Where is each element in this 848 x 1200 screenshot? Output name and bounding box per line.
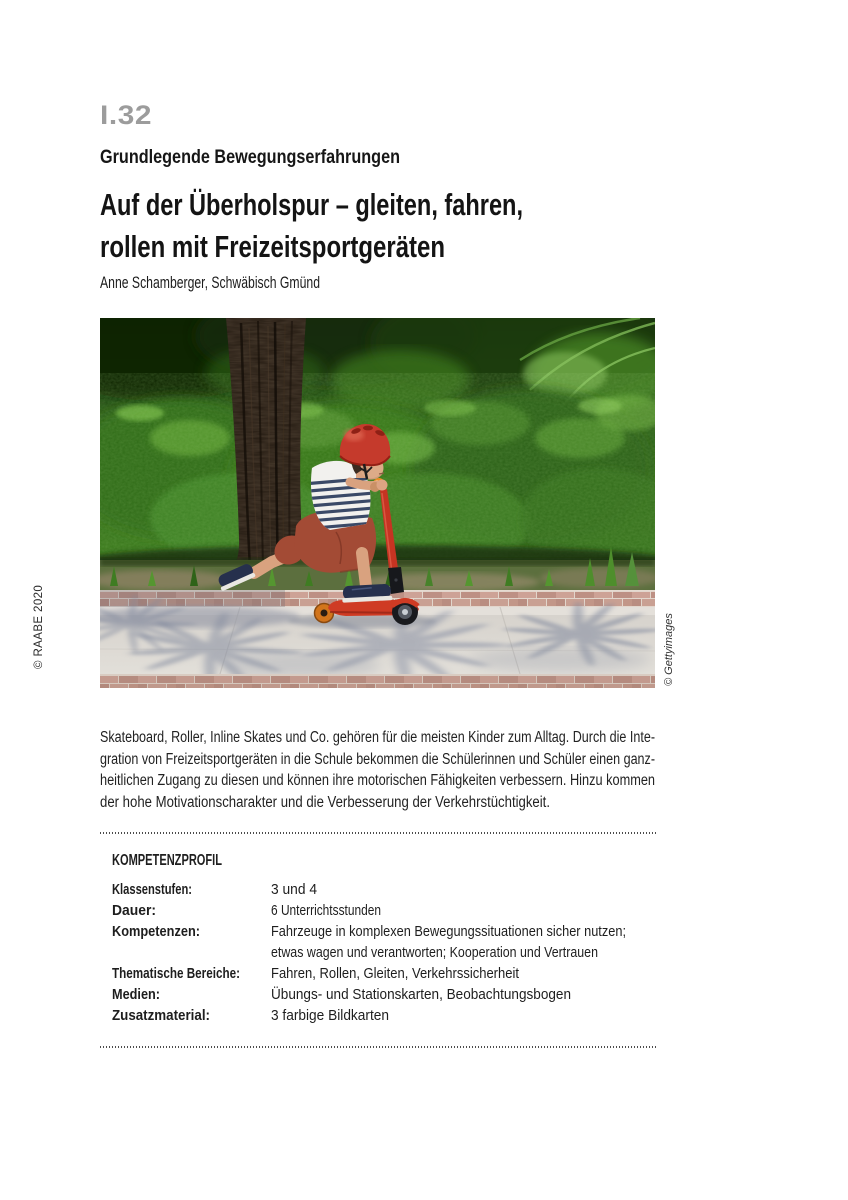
kompetenzprofil-box [100, 832, 656, 1050]
profile-row-kompetenzen: Kompetenzen: Fahrzeuge in komplexen Bewegungssituationen sicher nutzen; [112, 923, 626, 940]
photo-child-on-scooter [100, 318, 655, 688]
profile-row-thematische-bereiche: Thematische Bereiche: Fahren, Rollen, Gleiten, Verkehrssicherheit [112, 965, 519, 982]
profile-row-kompetenzen-line2: etwas wagen und verantworten; Kooperation und Vertrauen [271, 944, 598, 961]
unit-code: I.32 [100, 100, 152, 130]
photo-credit-gettyimages: © Gettyimages [663, 613, 675, 686]
profile-row-dauer: Dauer: 6 Unterrichtsstunden [112, 902, 381, 919]
dotted-rule-top [100, 832, 656, 834]
series-kicker: Grundlegende Bewegungserfahrungen [100, 147, 400, 168]
page-title: Auf der Überholspur – gleiten, fahren, rollen mit Freizeitsportgeräten [100, 187, 523, 264]
profile-heading: KOMPETENZPROFIL [112, 852, 222, 869]
author-line: Anne Schamberger, Schwäbisch Gmünd [100, 274, 320, 292]
profile-row-zusatzmaterial: Zusatzmaterial: 3 farbige Bildkarten [112, 1007, 389, 1024]
brick-edging-bottom [100, 674, 655, 688]
profile-row-klassenstufen: Klassenstufen: 3 und 4 [112, 881, 317, 898]
profile-row-medien: Medien: Übungs- und Stationskarten, Beobachtungsbogen [112, 986, 571, 1003]
copyright-raabe-vertical: © RAABE 2020 [33, 584, 45, 669]
dotted-rule-bottom [100, 1046, 656, 1048]
intro-paragraph: Skateboard, Roller, Inline Skates und Co. gehören für die meisten Kinder zum Alltag. Durch die Inte- gration von Freizeitsportgeräten in die Schule bekommen die Schülerinnen und Schüler einen ganz- heitlichen Zugang zu diesen und können ihre motorischen Fähigkeiten verbessern. Hinzu kommen der hohe Motivationscharakter und die Verbesserung der Verkehrstüchtigkeit. [100, 729, 655, 811]
